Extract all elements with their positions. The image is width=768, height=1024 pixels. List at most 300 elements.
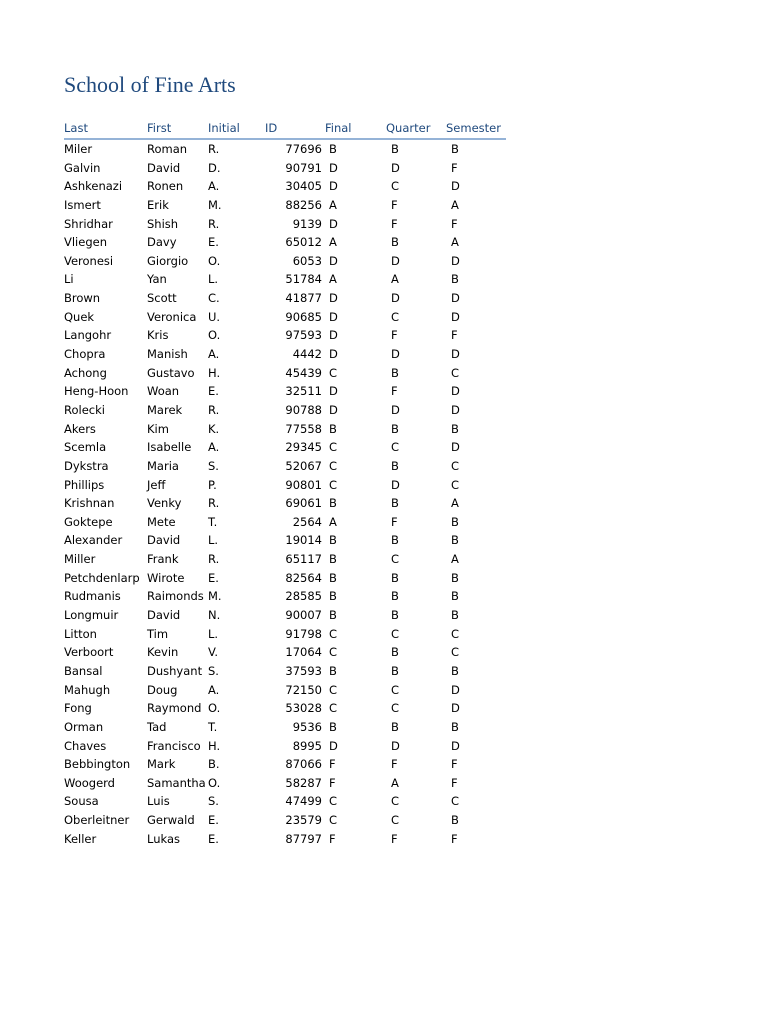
cell-quarter: C — [391, 440, 400, 455]
cell-semester: B — [451, 663, 459, 678]
cell-last: Bebbington — [64, 757, 131, 772]
cell-quarter: D — [391, 160, 400, 175]
cell-initial: V. — [208, 645, 219, 660]
cell-quarter: B — [391, 589, 399, 604]
cell-quarter: F — [391, 384, 398, 399]
cell-final: F — [329, 775, 336, 790]
column-header-initial: Initial — [208, 121, 240, 135]
table-row — [64, 513, 506, 532]
cell-semester: D — [451, 682, 460, 697]
column-header-semester: Semester — [446, 121, 501, 135]
cell-initial: M. — [208, 589, 222, 604]
cell-last: Bansal — [64, 663, 103, 678]
cell-final: B — [329, 533, 337, 548]
cell-quarter: D — [391, 253, 400, 268]
cell-id: 47499 — [285, 794, 322, 809]
cell-id: 23579 — [285, 813, 322, 828]
cell-final: A — [329, 197, 337, 212]
cell-last: Chaves — [64, 738, 107, 753]
cell-quarter: C — [391, 682, 400, 697]
cell-id: 6053 — [292, 253, 322, 268]
cell-first: Dushyant — [147, 663, 203, 678]
cell-first: Raimonds — [147, 589, 204, 604]
cell-last: Sousa — [64, 794, 99, 809]
column-header-last: Last — [64, 121, 88, 135]
cell-initial: L. — [208, 272, 219, 287]
cell-quarter: C — [391, 552, 400, 567]
cell-last: Fong — [64, 701, 92, 716]
cell-initial: U. — [208, 309, 221, 324]
cell-first: Woan — [147, 384, 180, 399]
cell-last: Miller — [64, 552, 96, 567]
cell-first: David — [147, 608, 181, 623]
column-header-final: Final — [325, 121, 352, 135]
table-row — [64, 233, 506, 252]
cell-semester: B — [451, 813, 459, 828]
cell-first: Francisco — [147, 738, 201, 753]
cell-final: D — [329, 328, 338, 343]
table-row — [64, 476, 506, 495]
table-row — [64, 737, 506, 756]
cell-id: 65117 — [285, 552, 322, 567]
cell-final: C — [329, 682, 338, 697]
table-row — [64, 159, 506, 178]
table-row — [64, 345, 506, 364]
cell-first: Luis — [147, 794, 170, 809]
cell-semester: C — [451, 365, 460, 380]
table-row — [64, 196, 506, 215]
table-row — [64, 681, 506, 700]
table-row — [64, 494, 506, 513]
cell-id: 37593 — [285, 663, 322, 678]
cell-semester: C — [451, 458, 460, 473]
cell-final: F — [329, 831, 336, 846]
cell-quarter: A — [391, 272, 399, 287]
cell-last: Quek — [64, 309, 95, 324]
cell-id: 58287 — [285, 775, 322, 790]
table-row — [64, 270, 506, 289]
cell-last: Brown — [64, 291, 101, 306]
cell-final: D — [329, 216, 338, 231]
cell-semester: F — [451, 216, 458, 231]
cell-id: 77696 — [285, 142, 322, 156]
cell-last: Veronesi — [64, 253, 114, 268]
table-row — [64, 289, 506, 308]
cell-first: Frank — [147, 552, 179, 567]
cell-first: Mete — [147, 514, 176, 529]
cell-first: Erik — [147, 197, 169, 212]
cell-quarter: B — [391, 458, 399, 473]
cell-semester: B — [451, 608, 459, 623]
cell-semester: D — [451, 402, 460, 417]
cell-initial: E. — [208, 235, 219, 250]
cell-initial: C. — [208, 291, 220, 306]
cell-semester: A — [451, 197, 459, 212]
cell-first: Lukas — [147, 831, 180, 846]
cell-semester: A — [451, 496, 459, 511]
cell-id: 91798 — [285, 626, 322, 641]
table-row — [64, 625, 506, 644]
cell-first: Gerwald — [147, 813, 195, 828]
cell-initial: P. — [208, 477, 217, 492]
cell-initial: H. — [208, 365, 221, 380]
cell-quarter: B — [391, 365, 399, 380]
cell-quarter: C — [391, 813, 400, 828]
cell-initial: R. — [208, 402, 220, 417]
cell-last: Shridhar — [64, 216, 113, 231]
cell-final: A — [329, 235, 337, 250]
table-row — [64, 438, 506, 457]
cell-first: Maria — [147, 458, 179, 473]
table-header-row — [64, 118, 506, 140]
cell-id: 41877 — [285, 291, 322, 306]
cell-initial: D. — [208, 160, 221, 175]
cell-last: Oberleitner — [64, 813, 130, 828]
cell-semester: B — [451, 421, 459, 436]
cell-id: 77558 — [285, 421, 322, 436]
cell-quarter: B — [391, 421, 399, 436]
page-title: School of Fine Arts — [64, 72, 236, 97]
cell-quarter: D — [391, 291, 400, 306]
cell-quarter: B — [391, 719, 399, 734]
cell-first: Gustavo — [147, 365, 195, 380]
cell-quarter: B — [391, 142, 399, 156]
cell-first: Raymond — [147, 701, 202, 716]
cell-id: 88256 — [285, 197, 322, 212]
table-row — [64, 587, 506, 606]
cell-initial: S. — [208, 663, 219, 678]
table-row — [64, 308, 506, 327]
table-row — [64, 326, 506, 345]
cell-first: Isabelle — [147, 440, 192, 455]
cell-first: Tim — [147, 626, 169, 641]
cell-last: Phillips — [64, 477, 105, 492]
cell-last: Verboort — [64, 645, 114, 660]
cell-initial: L. — [208, 533, 219, 548]
table-row — [64, 531, 506, 550]
cell-quarter: B — [391, 496, 399, 511]
cell-first: David — [147, 533, 181, 548]
cell-quarter: F — [391, 328, 398, 343]
cell-quarter: B — [391, 533, 399, 548]
cell-initial: R. — [208, 216, 220, 231]
cell-final: B — [329, 663, 337, 678]
cell-final: B — [329, 589, 337, 604]
cell-final: D — [329, 309, 338, 324]
table-body — [64, 140, 506, 848]
cell-id: 9139 — [292, 216, 322, 231]
cell-final: C — [329, 458, 338, 473]
cell-semester: B — [451, 589, 459, 604]
cell-id: 82564 — [285, 570, 322, 585]
cell-id: 9536 — [292, 719, 322, 734]
cell-final: A — [329, 514, 337, 529]
cell-initial: R. — [208, 496, 220, 511]
cell-id: 17064 — [285, 645, 322, 660]
cell-last: Rolecki — [64, 402, 105, 417]
cell-initial: E. — [208, 384, 219, 399]
cell-last: Galvin — [64, 160, 101, 175]
cell-id: 32511 — [285, 384, 322, 399]
cell-final: D — [329, 384, 338, 399]
cell-first: David — [147, 160, 181, 175]
cell-last: Miler — [64, 142, 93, 156]
cell-semester: F — [451, 328, 458, 343]
cell-first: Tad — [147, 719, 167, 734]
cell-id: 69061 — [285, 496, 322, 511]
cell-final: F — [329, 757, 336, 772]
cell-id: 65012 — [285, 235, 322, 250]
table-row — [64, 382, 506, 401]
cell-final: B — [329, 608, 337, 623]
cell-quarter: D — [391, 347, 400, 362]
cell-last: Longmuir — [64, 608, 119, 623]
table-row — [64, 662, 506, 681]
cell-final: B — [329, 570, 337, 585]
cell-semester: B — [451, 514, 459, 529]
cell-final: B — [329, 142, 337, 156]
cell-semester: F — [451, 160, 458, 175]
cell-final: C — [329, 477, 338, 492]
cell-id: 53028 — [285, 701, 322, 716]
cell-first: Giorgio — [147, 253, 189, 268]
cell-last: Li — [64, 272, 74, 287]
table-row — [64, 401, 506, 420]
cell-quarter: B — [391, 235, 399, 250]
cell-last: Keller — [64, 831, 97, 846]
cell-final: D — [329, 347, 338, 362]
table-row — [64, 606, 506, 625]
cell-quarter: B — [391, 570, 399, 585]
cell-initial: E. — [208, 570, 219, 585]
cell-semester: D — [451, 347, 460, 362]
cell-quarter: A — [391, 775, 399, 790]
cell-first: Kevin — [147, 645, 179, 660]
cell-initial: R. — [208, 552, 220, 567]
table-row — [64, 830, 506, 849]
cell-initial: O. — [208, 701, 221, 716]
table-row — [64, 215, 506, 234]
cell-last: Heng-Hoon — [64, 384, 129, 399]
table-row — [64, 774, 506, 793]
cell-initial: L. — [208, 626, 219, 641]
cell-quarter: B — [391, 608, 399, 623]
cell-initial: A. — [208, 682, 220, 697]
cell-semester: D — [451, 738, 460, 753]
cell-final: D — [329, 402, 338, 417]
cell-final: C — [329, 794, 338, 809]
table-row — [64, 457, 506, 476]
cell-first: Samantha — [147, 775, 206, 790]
cell-final: C — [329, 813, 338, 828]
cell-initial: E. — [208, 813, 219, 828]
cell-initial: M. — [208, 197, 222, 212]
cell-semester: D — [451, 179, 460, 194]
cell-final: B — [329, 719, 337, 734]
cell-last: Vliegen — [64, 235, 107, 250]
cell-first: Shish — [147, 216, 179, 231]
cell-final: B — [329, 496, 337, 511]
cell-final: C — [329, 701, 338, 716]
cell-last: Orman — [64, 719, 104, 734]
cell-id: 45439 — [285, 365, 322, 380]
cell-last: Ismert — [64, 197, 101, 212]
table-row — [64, 718, 506, 737]
table-row — [64, 550, 506, 569]
cell-initial: H. — [208, 738, 221, 753]
cell-semester: D — [451, 309, 460, 324]
cell-quarter: C — [391, 309, 400, 324]
cell-last: Dykstra — [64, 458, 109, 473]
cell-id: 90788 — [285, 402, 322, 417]
column-header-id: ID — [265, 121, 278, 135]
cell-id: 19014 — [285, 533, 322, 548]
cell-last: Scemla — [64, 440, 107, 455]
cell-last: Goktepe — [64, 514, 113, 529]
cell-initial: K. — [208, 421, 220, 436]
cell-last: Petchdenlarp — [64, 570, 140, 585]
cell-last: Chopra — [64, 347, 106, 362]
cell-first: Scott — [147, 291, 177, 306]
table-row — [64, 811, 506, 830]
cell-final: D — [329, 738, 338, 753]
cell-last: Rudmanis — [64, 589, 121, 604]
cell-semester: B — [451, 533, 459, 548]
cell-final: C — [329, 645, 338, 660]
cell-id: 90791 — [285, 160, 322, 175]
table-row — [64, 792, 506, 811]
cell-semester: C — [451, 626, 460, 641]
table-row — [64, 643, 506, 662]
cell-initial: O. — [208, 253, 221, 268]
cell-last: Achong — [64, 365, 107, 380]
cell-semester: D — [451, 384, 460, 399]
cell-id: 90801 — [285, 477, 322, 492]
cell-semester: D — [451, 291, 460, 306]
cell-id: 2564 — [292, 514, 322, 529]
cell-initial: N. — [208, 608, 221, 623]
cell-initial: S. — [208, 794, 219, 809]
cell-quarter: F — [391, 197, 398, 212]
cell-semester: B — [451, 142, 459, 156]
cell-quarter: D — [391, 477, 400, 492]
cell-semester: D — [451, 440, 460, 455]
cell-first: Davy — [147, 235, 177, 250]
grades-table — [64, 118, 506, 848]
cell-final: D — [329, 253, 338, 268]
cell-id: 29345 — [285, 440, 322, 455]
cell-quarter: D — [391, 738, 400, 753]
cell-semester: B — [451, 570, 459, 585]
cell-id: 30405 — [285, 179, 322, 194]
cell-semester: C — [451, 645, 460, 660]
cell-final: A — [329, 272, 337, 287]
cell-last: Woogerd — [64, 775, 115, 790]
cell-first: Roman — [147, 142, 188, 156]
cell-semester: D — [451, 253, 460, 268]
cell-id: 87797 — [285, 831, 322, 846]
cell-id: 52067 — [285, 458, 322, 473]
cell-quarter: B — [391, 645, 399, 660]
cell-id: 72150 — [285, 682, 322, 697]
cell-final: B — [329, 421, 337, 436]
cell-semester: C — [451, 794, 460, 809]
table-row — [64, 699, 506, 718]
cell-final: C — [329, 626, 338, 641]
cell-id: 51784 — [285, 272, 322, 287]
cell-last: Krishnan — [64, 496, 115, 511]
cell-final: C — [329, 440, 338, 455]
column-header-quarter: Quarter — [386, 121, 431, 135]
cell-last: Alexander — [64, 533, 123, 548]
cell-initial: O. — [208, 775, 221, 790]
cell-semester: F — [451, 775, 458, 790]
cell-quarter: C — [391, 701, 400, 716]
cell-id: 90685 — [285, 309, 322, 324]
table-row — [64, 252, 506, 271]
cell-semester: A — [451, 552, 459, 567]
cell-first: Kris — [147, 328, 169, 343]
cell-id: 8995 — [292, 738, 322, 753]
column-header-first: First — [147, 121, 172, 135]
cell-initial: A. — [208, 179, 220, 194]
cell-first: Yan — [147, 272, 167, 287]
cell-final: D — [329, 160, 338, 175]
cell-first: Kim — [147, 421, 169, 436]
cell-first: Ronen — [147, 179, 184, 194]
cell-quarter: C — [391, 626, 400, 641]
cell-semester: B — [451, 272, 459, 287]
cell-first: Wirote — [147, 570, 185, 585]
cell-quarter: F — [391, 831, 398, 846]
cell-initial: T. — [208, 514, 218, 529]
cell-initial: T. — [208, 719, 218, 734]
cell-first: Venky — [147, 496, 182, 511]
table-row — [64, 177, 506, 196]
cell-initial: E. — [208, 831, 219, 846]
cell-final: D — [329, 179, 338, 194]
cell-id: 87066 — [285, 757, 322, 772]
table-row — [64, 364, 506, 383]
cell-id: 97593 — [285, 328, 322, 343]
table-row — [64, 420, 506, 439]
cell-quarter: D — [391, 402, 400, 417]
cell-semester: F — [451, 757, 458, 772]
cell-quarter: F — [391, 514, 398, 529]
cell-quarter: F — [391, 216, 398, 231]
cell-final: D — [329, 291, 338, 306]
cell-initial: A. — [208, 347, 220, 362]
cell-first: Manish — [147, 347, 188, 362]
cell-id: 28585 — [285, 589, 322, 604]
cell-semester: C — [451, 477, 460, 492]
cell-initial: A. — [208, 440, 220, 455]
cell-initial: R. — [208, 142, 220, 156]
cell-last: Akers — [64, 421, 96, 436]
cell-initial: O. — [208, 328, 221, 343]
table-row — [64, 140, 506, 159]
cell-semester: A — [451, 235, 459, 250]
cell-final: C — [329, 365, 338, 380]
cell-id: 90007 — [285, 608, 322, 623]
cell-final: B — [329, 552, 337, 567]
cell-last: Ashkenazi — [64, 179, 123, 194]
cell-last: Mahugh — [64, 682, 111, 697]
cell-id: 4442 — [292, 347, 322, 362]
cell-last: Litton — [64, 626, 97, 641]
cell-first: Veronica — [147, 309, 197, 324]
table-row — [64, 569, 506, 588]
